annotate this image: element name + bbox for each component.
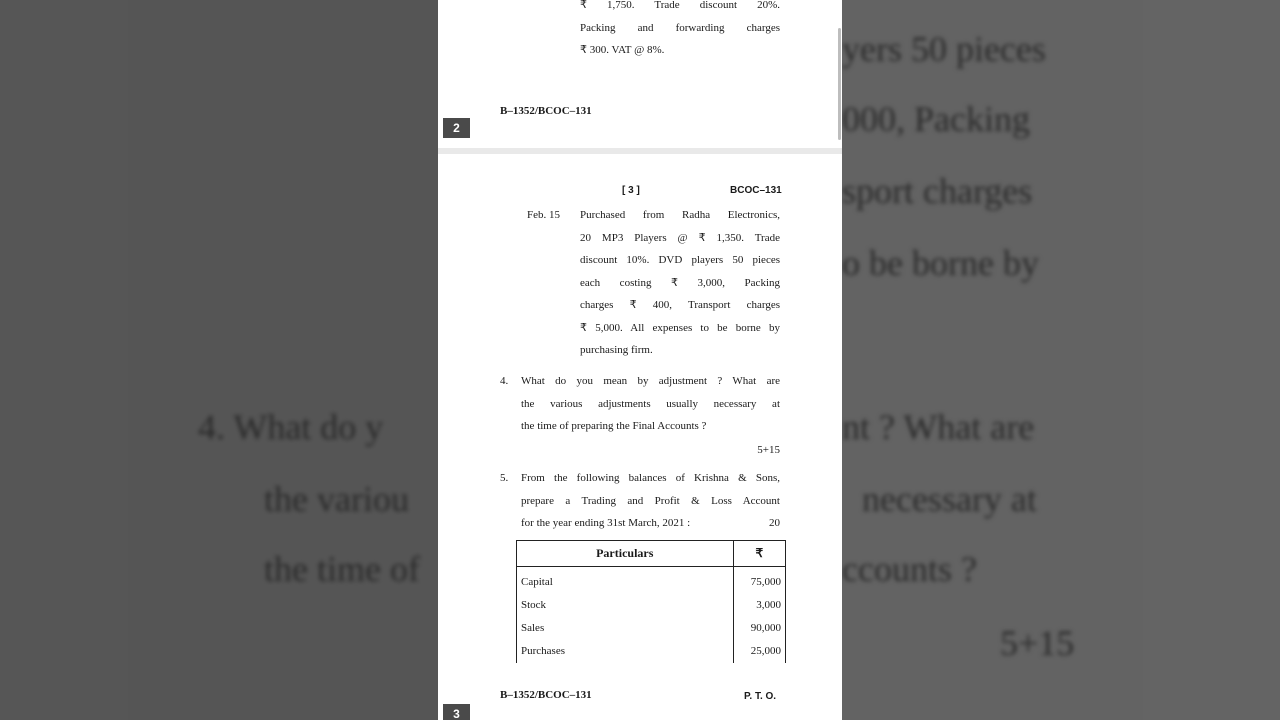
bg-line: nt ? What are bbox=[842, 407, 1035, 447]
bg-shade-left bbox=[0, 0, 438, 720]
bg-line: sport charges bbox=[842, 171, 1033, 211]
cell-amount: 90,000 bbox=[733, 617, 785, 640]
entry-text bbox=[580, 204, 780, 362]
table-row bbox=[517, 567, 786, 595]
page-header-code: BCOC–131 bbox=[730, 185, 782, 196]
prev-page-text bbox=[580, 0, 780, 62]
bg-line: o be borne by bbox=[842, 243, 1039, 283]
cell-amount: 25,000 bbox=[733, 640, 785, 663]
text-line: Purchased from Radha Electronics, bbox=[580, 209, 780, 221]
text-line: From the following balances of Krishna & Sons, bbox=[521, 472, 780, 484]
question-4-number: 4. bbox=[500, 375, 509, 387]
page-header-number: [ 3 ] bbox=[622, 185, 640, 196]
balances-table bbox=[516, 540, 786, 663]
cell-particular: Sales bbox=[517, 617, 734, 640]
text-line: ₹ 1,750. Trade discount 20%. bbox=[580, 0, 780, 11]
text-line: the various adjustments usually necessary at bbox=[521, 397, 780, 410]
text-line: the time of preparing the Final Accounts ? bbox=[521, 420, 707, 432]
bg-line: 000, Packing bbox=[842, 99, 1030, 139]
footer-code: B–1352/BCOC–131 bbox=[500, 689, 592, 701]
text-line: purchasing firm. bbox=[580, 344, 653, 356]
bg-line: 5+15 bbox=[1000, 623, 1075, 663]
document-page-3 bbox=[438, 154, 842, 720]
bg-shade-right bbox=[842, 0, 1280, 720]
cell-particular: Purchases bbox=[517, 640, 734, 663]
cell-particular: Capital bbox=[517, 567, 734, 595]
text-line: each costing ₹ 3,000, Packing bbox=[580, 276, 780, 289]
text-line: ₹ 5,000. All expenses to be borne by bbox=[580, 321, 780, 334]
entry-date: Feb. 15 bbox=[527, 209, 560, 221]
text-line: Packing and forwarding charges bbox=[580, 21, 780, 34]
cell-amount: 75,000 bbox=[733, 567, 785, 595]
footer-code: B–1352/BCOC–131 bbox=[500, 105, 592, 117]
question-4-text bbox=[521, 370, 780, 438]
document-viewer[interactable] bbox=[438, 0, 842, 720]
text-line: ₹ 300. VAT @ 8%. bbox=[580, 44, 665, 56]
text-line: discount 10%. DVD players 50 pieces bbox=[580, 254, 780, 266]
table-row bbox=[517, 617, 786, 640]
text-line: charges ₹ 400, Transport charges bbox=[580, 299, 780, 311]
cell-amount: 3,000 bbox=[733, 594, 785, 617]
bg-line: the time of bbox=[264, 549, 420, 589]
text-line: for the year ending 31st March, 2021 : bbox=[521, 517, 691, 529]
question-5-number: 5. bbox=[500, 472, 509, 484]
text-line: What do you mean by adjustment ? What are bbox=[521, 375, 780, 387]
footer-pto: P. T. O. bbox=[744, 691, 777, 702]
column-header-particulars: Particulars bbox=[517, 541, 734, 567]
table-row bbox=[517, 640, 786, 663]
cell-particular: Stock bbox=[517, 594, 734, 617]
text-line: 20 MP3 Players @ ₹ 1,350. Trade bbox=[580, 231, 780, 244]
page-number-badge: 2 bbox=[443, 118, 470, 138]
table-row bbox=[517, 594, 786, 617]
column-header-amount: ₹ bbox=[733, 541, 785, 567]
bg-line: 4. What do y bbox=[198, 407, 384, 447]
bg-line: yers 50 pieces bbox=[842, 29, 1046, 69]
question-5-marks: 20 bbox=[769, 517, 780, 529]
text-line: prepare a Trading and Profit & Loss Account bbox=[521, 494, 780, 507]
table-header-row bbox=[517, 541, 786, 567]
bg-line: necessary at bbox=[862, 479, 1037, 519]
document-page-2 bbox=[438, 0, 842, 148]
page-number-badge: 3 bbox=[443, 704, 470, 720]
bg-line: the variou bbox=[264, 479, 409, 519]
question-4-marks: 5+15 bbox=[757, 444, 780, 456]
bg-line: ccounts ? bbox=[842, 549, 977, 589]
vertical-scrollbar[interactable] bbox=[838, 28, 841, 140]
